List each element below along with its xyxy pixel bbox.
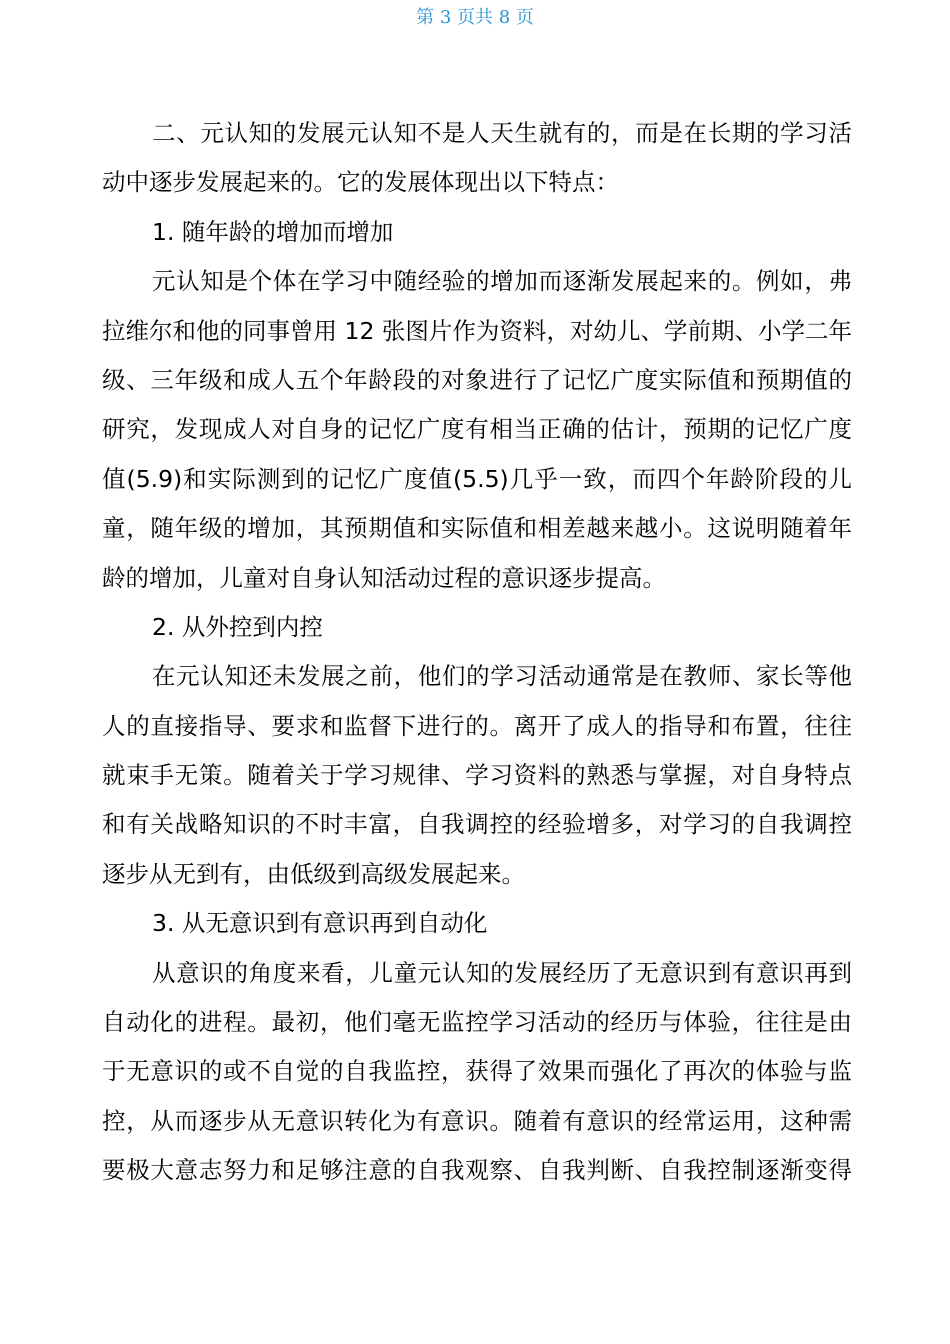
text-line: 研究，发现成人对自身的记忆广度有相当正确的估计，预期的记忆广度 (102, 415, 852, 444)
text-line: 动中逐步发展起来的。它的发展体现出以下特点： (102, 168, 619, 197)
text-line: 2. 从外控到内控 (152, 612, 323, 641)
text-line: 级、三年级和成人五个年龄段的对象进行了记忆广度实际值和预期值的 (102, 365, 852, 394)
text-line: 元认知是个体在学习中随经验的增加而逐渐发展起来的。例如，弗 (152, 267, 852, 296)
text-line: 和有关战略知识的不时丰富，自我调控的经验增多，对学习的自我调控 (102, 810, 852, 839)
text-line: 3. 从无意识到有意识再到自动化 (152, 909, 488, 938)
text-line: 从意识的角度来看，儿童元认知的发展经历了无意识到有意识再到 (152, 958, 852, 987)
text-line: 在元认知还未发展之前，他们的学习活动通常是在教师、家长等他 (152, 662, 852, 691)
text-line: 龄的增加，儿童对自身认知活动过程的意识逐步提高。 (102, 563, 666, 592)
text-line: 人的直接指导、要求和监督下进行的。离开了成人的指导和布置，往往 (102, 711, 852, 740)
text-line: 值(5.9)和实际测到的记忆广度值(5.5)几乎一致，而四个年龄阶段的儿 (102, 464, 852, 493)
text-line: 控，从而逐步从无意识转化为有意识。随着有意识的经常运用，这种需 (102, 1106, 852, 1135)
text-line: 就束手无策。随着关于学习规律、学习资料的熟悉与掌握，对自身特点 (102, 761, 852, 790)
page-number-indicator: 第 3 页共 8 页 (416, 7, 534, 28)
text-line: 二、元认知的发展元认知不是人天生就有的，而是在长期的学习活 (152, 119, 852, 147)
text-line: 要极大意志努力和足够注意的自我观察、自我判断、自我控制逐渐变得 (102, 1156, 852, 1185)
text-line: 自动化的进程。最初，他们毫无监控学习活动的经历与体验，往往是由 (102, 1008, 852, 1037)
document-body (102, 109, 852, 1196)
text-line: 拉维尔和他的同事曾用 12 张图片作为资料，对幼儿、学前期、小学二年 (102, 316, 852, 345)
text-line: 1. 随年龄的增加而增加 (152, 217, 394, 246)
text-line: 逐步从无到有，由低级到高级发展起来。 (102, 859, 525, 888)
text-line: 于无意识的或不自觉的自我监控，获得了效果而强化了再次的体验与监 (102, 1057, 852, 1086)
text-line: 童，随年级的增加，其预期值和实际值和相差越来越小。这说明随着年 (102, 514, 852, 543)
